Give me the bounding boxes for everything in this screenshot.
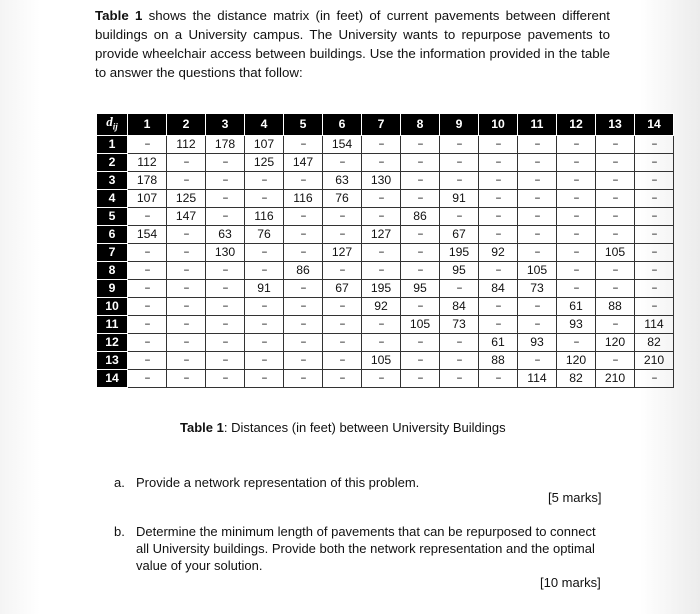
column-header: 11 [518,114,557,136]
table-cell: -- [284,297,323,315]
table-cell: 84 [440,297,479,315]
table-cell: -- [167,153,206,171]
table-cell: 76 [245,225,284,243]
table-cell: -- [128,297,167,315]
table-header-row [97,114,674,136]
table-cell: -- [167,171,206,189]
table-cell: -- [284,333,323,351]
table-cell: -- [518,243,557,261]
table-cell: -- [206,171,245,189]
table-cell: -- [206,369,245,387]
table-cell: 114 [635,315,674,333]
table-row [97,153,674,171]
table-cell: -- [401,171,440,189]
table-cell: 178 [206,135,245,153]
table-cell: 82 [635,333,674,351]
table-cell: -- [245,351,284,369]
table-cell: -- [284,369,323,387]
table-row [97,333,674,351]
intro-paragraph [95,6,610,82]
table-cell: -- [128,135,167,153]
table-cell: -- [167,351,206,369]
table-cell: -- [557,171,596,189]
table-cell: -- [401,189,440,207]
table-row [97,225,674,243]
table-cell: 91 [440,189,479,207]
table-cell: 88 [479,351,518,369]
question-a-text: Provide a network representation of this problem. [136,475,420,490]
table-cell: -- [401,225,440,243]
table-cell: 93 [518,333,557,351]
table-cell: 125 [245,153,284,171]
table-cell: -- [206,279,245,297]
table-cell: 82 [557,369,596,387]
table-cell: 178 [128,171,167,189]
table-cell: -- [479,297,518,315]
column-header: 1 [128,114,167,136]
table-cell: 76 [323,189,362,207]
table-cell: -- [479,207,518,225]
table-cell: 120 [596,333,635,351]
table-cell: 114 [518,369,557,387]
table-cell: -- [362,153,401,171]
intro-text: shows the distance matrix (in feet) of current pavements between different buildings on a University campus. The University wants to repurpose pavements to provide wheelchair access between buildings. Use the information provided in the table to answer the questions that follow: [95,8,610,80]
table-cell: 105 [518,261,557,279]
table-row [97,189,674,207]
table-cell: -- [596,351,635,369]
table-cell: -- [635,261,674,279]
table-cell: -- [245,333,284,351]
table-cell: -- [128,243,167,261]
table-cell: 73 [518,279,557,297]
table-cell: 92 [362,297,401,315]
table-cell: -- [128,207,167,225]
table-cell: -- [284,207,323,225]
table-cell: 195 [440,243,479,261]
table-cell: -- [557,207,596,225]
table-cell: 67 [440,225,479,243]
table-cell: -- [635,171,674,189]
table-row [97,171,674,189]
table-cell: -- [635,189,674,207]
table-cell: 127 [323,243,362,261]
table-cell: -- [635,207,674,225]
table-cell: -- [362,243,401,261]
column-header: 2 [167,114,206,136]
table-cell: 107 [245,135,284,153]
column-header: 14 [635,114,674,136]
table-cell: -- [635,243,674,261]
row-header: 7 [97,243,128,261]
table-cell: 112 [128,153,167,171]
table-cell: 91 [245,279,284,297]
table-cell: 63 [323,171,362,189]
table-cell: -- [518,207,557,225]
table-cell: -- [206,207,245,225]
table-cell: -- [596,225,635,243]
table-cell: -- [518,171,557,189]
table-cell: -- [362,333,401,351]
table-cell: -- [284,351,323,369]
question-a-marks: [5 marks] [548,490,602,505]
table-cell: -- [401,333,440,351]
table-cell: -- [557,261,596,279]
table-cell: 105 [596,243,635,261]
table-cell: 67 [323,279,362,297]
table-cell: 105 [401,315,440,333]
table-cell: -- [284,135,323,153]
table-cell: 84 [479,279,518,297]
table-cell: -- [323,153,362,171]
table-row [97,297,674,315]
row-header: 1 [97,135,128,153]
table-cell: -- [635,297,674,315]
table-cell: -- [440,333,479,351]
table-cell: -- [479,135,518,153]
row-header: 5 [97,207,128,225]
table-cell: -- [323,225,362,243]
table-cell: -- [245,297,284,315]
table-row [97,279,674,297]
column-header: 13 [596,114,635,136]
table-cell: -- [440,369,479,387]
table-cell: -- [323,333,362,351]
table-row [97,315,674,333]
table-cell: -- [206,315,245,333]
table-cell: -- [479,261,518,279]
table-cell: -- [440,351,479,369]
column-header: 10 [479,114,518,136]
table-cell: 112 [167,135,206,153]
table-cell: -- [596,279,635,297]
table-row [97,369,674,387]
table-cell: 154 [323,135,362,153]
table-cell: -- [323,261,362,279]
table-row [97,207,674,225]
row-header: 13 [97,351,128,369]
table-cell: -- [440,279,479,297]
table-cell: -- [596,207,635,225]
table-cell: -- [206,153,245,171]
table-cell: -- [284,315,323,333]
question-b-text: Determine the minimum length of pavements that can be repurposed to connect all University buildings. Provide both the network representation and the optimal value of your solution. [136,524,596,573]
table-cell: -- [479,189,518,207]
table-cell: -- [401,297,440,315]
table-cell: 210 [635,351,674,369]
table-cell: -- [323,207,362,225]
table-cell: -- [518,297,557,315]
row-header: 9 [97,279,128,297]
table-cell: -- [362,261,401,279]
question-a-label: a. [114,475,125,490]
table-cell: -- [206,189,245,207]
table-cell: 127 [362,225,401,243]
table-cell: -- [284,171,323,189]
table-cell: -- [518,351,557,369]
table-cell: -- [635,279,674,297]
row-header: 3 [97,171,128,189]
table-cell: -- [479,369,518,387]
table-cell: -- [518,153,557,171]
column-header: 12 [557,114,596,136]
table-cell: -- [362,135,401,153]
table-cell: -- [479,153,518,171]
table-cell: -- [128,333,167,351]
column-header: 7 [362,114,401,136]
table-cell: 92 [479,243,518,261]
table-cell: 63 [206,225,245,243]
table-cell: -- [557,243,596,261]
table-cell: 61 [479,333,518,351]
table-cell: 116 [245,207,284,225]
table-cell: -- [596,261,635,279]
table-cell: -- [245,315,284,333]
table-cell: -- [362,315,401,333]
table-cell: -- [635,153,674,171]
table-cell: -- [596,315,635,333]
row-header: 8 [97,261,128,279]
table-cell: -- [596,153,635,171]
table-cell: -- [323,297,362,315]
row-header: 11 [97,315,128,333]
table-cell: -- [206,333,245,351]
row-header: 10 [97,297,128,315]
table-cell: -- [518,315,557,333]
row-header: 4 [97,189,128,207]
table-cell: 73 [440,315,479,333]
table-cell: -- [323,369,362,387]
table-cell: 154 [128,225,167,243]
table-cell: 61 [557,297,596,315]
table-cell: -- [128,315,167,333]
row-header: 2 [97,153,128,171]
table-cell: 105 [362,351,401,369]
table-cell: -- [596,189,635,207]
table-cell: -- [557,153,596,171]
table-cell: 107 [128,189,167,207]
table-row [97,243,674,261]
table-cell: 116 [284,189,323,207]
table-cell: -- [479,171,518,189]
table-cell: -- [167,261,206,279]
caption-text: : Distances (in feet) between University Buildings [223,420,506,435]
table-cell: -- [440,135,479,153]
table-cell: -- [128,369,167,387]
table-cell: -- [518,225,557,243]
row-header: 12 [97,333,128,351]
table-cell: -- [323,315,362,333]
table-cell: 195 [362,279,401,297]
table-cell: -- [284,279,323,297]
table-cell: -- [245,369,284,387]
table-cell: -- [128,351,167,369]
table-cell: -- [479,315,518,333]
table-cell: -- [401,243,440,261]
table-cell: -- [596,135,635,153]
table-cell: 130 [206,243,245,261]
table-cell: -- [167,315,206,333]
table-cell: -- [557,333,596,351]
table-cell: -- [206,297,245,315]
table-cell: 93 [557,315,596,333]
table-cell: -- [557,189,596,207]
table-cell: -- [401,135,440,153]
table-cell: 130 [362,171,401,189]
table-cell: -- [362,207,401,225]
table-row [97,135,674,153]
table-cell: -- [245,171,284,189]
table-cell: 95 [401,279,440,297]
table-cell: 210 [596,369,635,387]
table-cell: 147 [284,153,323,171]
table-cell: -- [206,261,245,279]
table-cell: -- [245,243,284,261]
table-cell: -- [440,153,479,171]
table-cell: -- [284,225,323,243]
column-header: 3 [206,114,245,136]
table-cell: -- [323,351,362,369]
table-cell: -- [167,225,206,243]
question-b-label: b. [114,524,125,539]
table-cell: -- [245,189,284,207]
table-cell: 147 [167,207,206,225]
table-cell: -- [401,261,440,279]
table-cell: 86 [284,261,323,279]
table-cell: -- [401,351,440,369]
table-cell: -- [440,207,479,225]
table-cell: -- [440,171,479,189]
table-row [97,351,674,369]
column-header: 4 [245,114,284,136]
table-cell: -- [128,279,167,297]
table-cell: 86 [401,207,440,225]
table-cell: -- [635,135,674,153]
row-header: 6 [97,225,128,243]
column-header: 6 [323,114,362,136]
table-cell: -- [401,153,440,171]
table-cell: -- [167,279,206,297]
table-cell: -- [167,333,206,351]
column-header: 9 [440,114,479,136]
table-cell: -- [518,189,557,207]
table-cell: 120 [557,351,596,369]
caption-bold: Table 1 [180,420,224,435]
table-cell: -- [128,261,167,279]
row-header: 14 [97,369,128,387]
table-cell: 125 [167,189,206,207]
table-cell: -- [518,135,557,153]
table-cell: 95 [440,261,479,279]
table-cell: -- [362,189,401,207]
table-cell: -- [635,225,674,243]
corner-cell [97,114,128,136]
question-b-marks: [10 marks] [540,575,601,590]
table-cell: -- [167,243,206,261]
table-cell: -- [167,297,206,315]
table-cell: -- [557,135,596,153]
column-header: 8 [401,114,440,136]
corner-label: $d_{ij}$ [106,114,118,132]
table-row [97,261,674,279]
table-cell: -- [635,369,674,387]
table-cell: -- [206,351,245,369]
table-cell: -- [479,225,518,243]
table-cell: -- [167,369,206,387]
distance-matrix-table [96,113,674,388]
table-cell: -- [557,225,596,243]
table-caption [180,420,506,435]
intro-bold: Table 1 [95,8,143,23]
table-cell: -- [557,279,596,297]
table-cell: 88 [596,297,635,315]
table-cell: -- [401,369,440,387]
table-cell: -- [245,261,284,279]
column-header: 5 [284,114,323,136]
table-cell: -- [284,243,323,261]
table-cell: -- [362,369,401,387]
table-cell: -- [596,171,635,189]
